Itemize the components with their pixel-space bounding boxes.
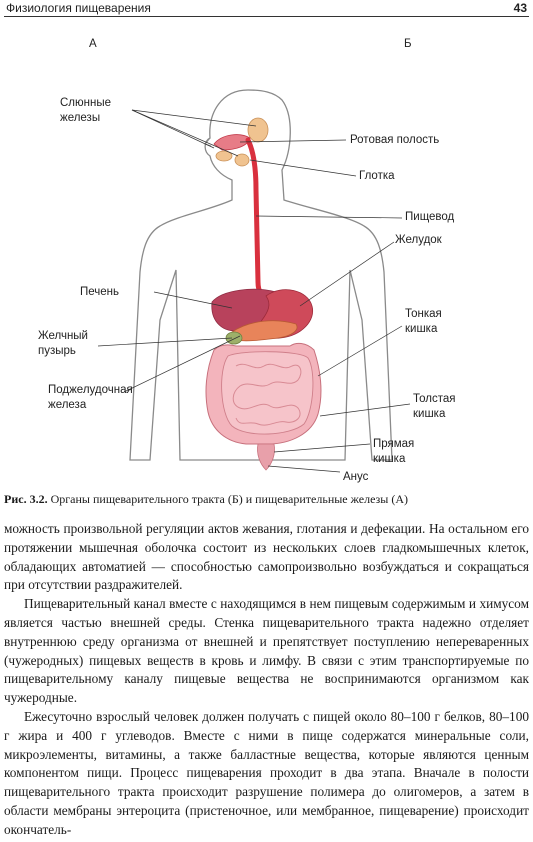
- label-rectum-2: кишка: [373, 453, 406, 465]
- page-header: [4, 0, 529, 16]
- caption-text: Органы пищеварительного тракта (Б) и пищеварительные железы (А): [47, 492, 409, 506]
- paragraph-2: Пищеварительный канал вместе с находящимся в нем пищевым содержимым и химусом является частью внешней среды. Стенка пищеварительного тракта надежно отделяет внутреннюю среду организма от внешней и препятствует поступлению непереваренных (чужеродных) пищевых веществ в кровь и лимфу. В связи с этим транспортируемые по пищеварительному каналу пищевые вещества не воспринимаются организмом как чужеродные.: [4, 596, 529, 706]
- label-pharynx: Глотка: [359, 170, 395, 182]
- small-intestine: [222, 352, 313, 434]
- label-gallbladder-1: Желчный: [38, 330, 88, 342]
- label-anus: Анус: [343, 471, 369, 483]
- label-gallbladder-2: пузырь: [38, 345, 76, 357]
- label-esophagus: Пищевод: [405, 211, 455, 223]
- label-small-intestine-1: Тонкая: [405, 308, 442, 320]
- panel-a-label: А: [89, 38, 97, 50]
- label-liver: Печень: [80, 286, 120, 298]
- label-pancreas-2: железа: [48, 399, 87, 411]
- header-rule: [4, 16, 529, 17]
- label-salivary-2: железы: [60, 112, 101, 124]
- label-large-intestine-2: кишка: [413, 408, 446, 420]
- label-stomach: Желудок: [395, 234, 442, 246]
- body-text: [4, 520, 529, 840]
- caption-label: Рис. 3.2.: [4, 492, 48, 506]
- label-oral-cavity: Ротовая полость: [350, 134, 440, 146]
- label-small-intestine-2: кишка: [405, 323, 438, 335]
- label-large-intestine-1: Толстая: [413, 393, 456, 405]
- panel-b-label: Б: [404, 38, 412, 50]
- anatomy-illustration: [0, 20, 533, 490]
- label-pancreas-1: Поджелудочная: [48, 384, 133, 396]
- paragraph-1: можность произвольной регуляции актов жевания, глотания и дефекации. На остальном его протяжении мышечная оболочка состоит из нескольких слоев гладкомышечных клеток, обладающих автоматией — способностью самопроизвольно возбуждаться и сокращаться при отсутствии раздражителей.: [4, 521, 529, 593]
- digestive-system-figure: [0, 20, 533, 490]
- page-number: 43: [513, 1, 527, 15]
- label-salivary-1: Слюнные: [60, 97, 112, 109]
- salivary-gland-parotid: [248, 118, 268, 142]
- label-rectum-1: Прямая: [373, 438, 415, 450]
- figure-caption: [4, 492, 529, 507]
- paragraph-3: Ежесуточно взрослый человек должен получать с пищей около 80–100 г белков, 80–100 г жира и 400 г углеводов. Вместе с ними в пище содержатся минеральные соли, микроэлементы, витамины, а также балластные вещества, которые являются ценным компонентом пищи. Процесс пищеварения проходит в два этапа. Вначале в полости пищеварительного тракта происходит разрушение полимера до олигомеров, а затем в области мембраны энтероцита (пристеночное, или мембранное, пищеварение) происходит окончатель-: [4, 708, 529, 837]
- running-title: Физиология пищеварения: [6, 1, 151, 15]
